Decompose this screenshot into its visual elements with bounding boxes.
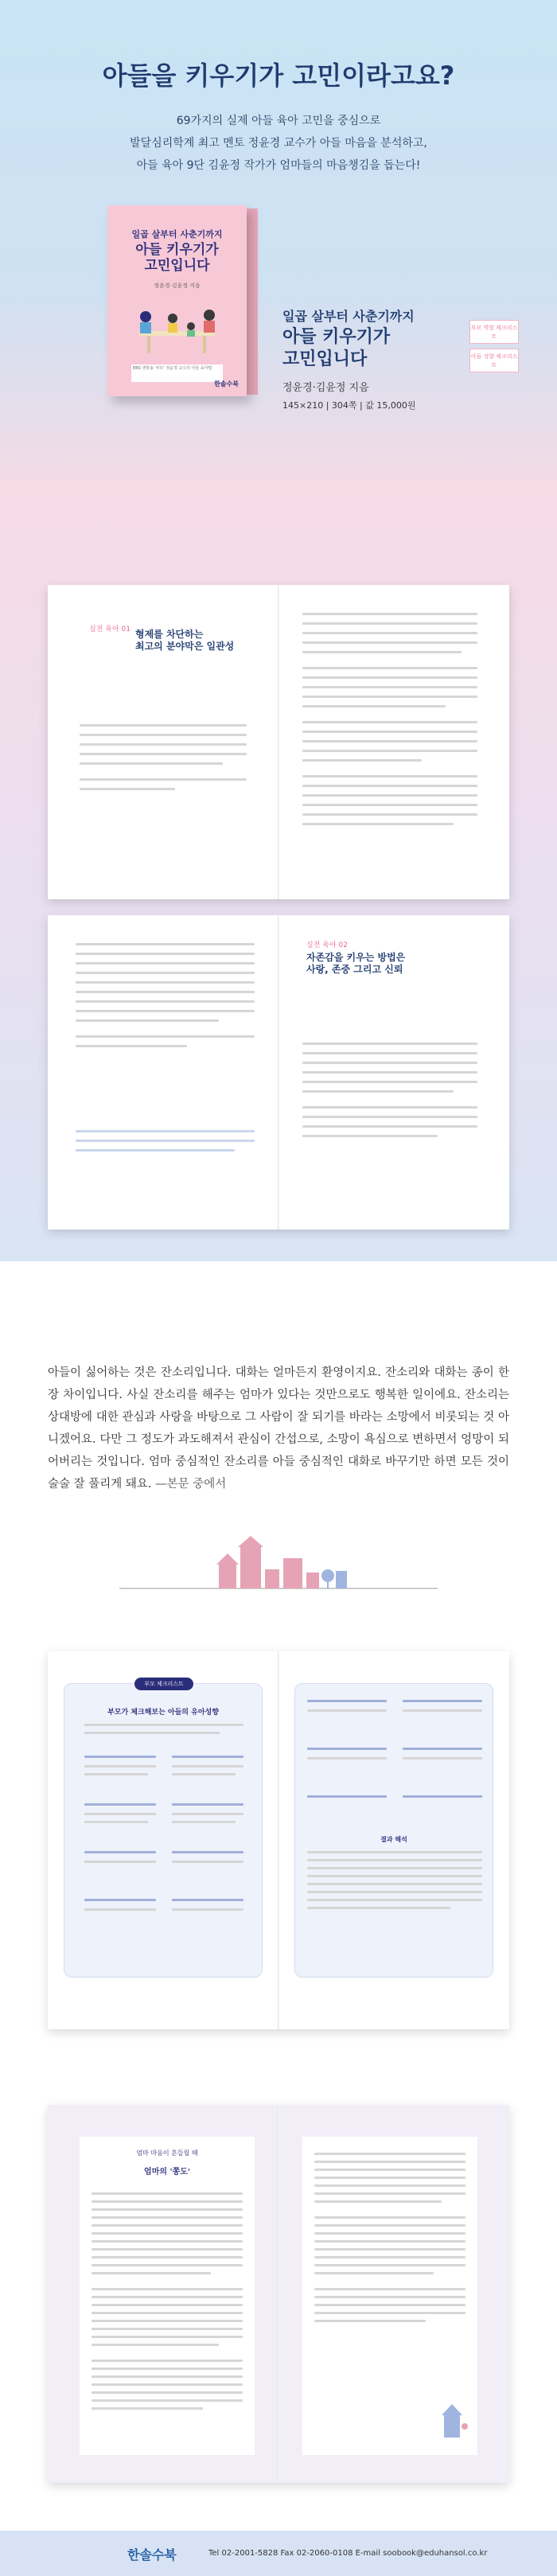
- text-line: [302, 1106, 477, 1109]
- cover-title-line: 아들 키우기가: [135, 242, 219, 258]
- text-line: [92, 2240, 243, 2243]
- essay-tag: 엄마 마음이 흔들릴 때: [136, 2149, 198, 2157]
- info-subtitle: 일곱 살부터 사춘기까지: [282, 309, 415, 324]
- text-line: [92, 2272, 211, 2274]
- publisher-logo: 한솔수북: [214, 380, 239, 388]
- text-line: [76, 981, 255, 984]
- text-line: [92, 2407, 203, 2410]
- text-line: [76, 962, 255, 965]
- text-line: [403, 1795, 482, 1798]
- chapter-title-line: 사랑, 존중 그리고 신뢰: [306, 964, 403, 975]
- info-title-line: 고민입니다: [282, 349, 368, 369]
- hero-headline: 아들을 키우기가 고민이라고요?: [102, 60, 455, 91]
- text-line: [92, 2264, 243, 2266]
- text-line: [76, 1019, 219, 1022]
- text-line: [302, 622, 477, 625]
- chapter-tag: 실전 육아 01: [89, 625, 130, 633]
- text-line: [403, 1700, 482, 1702]
- page-fold: [278, 1651, 279, 2029]
- text-line: [302, 1052, 477, 1054]
- text-line: [172, 1821, 236, 1823]
- page-fold: [278, 585, 279, 899]
- info-spec: 145×210 | 304쪽 | 값 15,000원: [282, 400, 416, 411]
- text-line: [92, 2256, 243, 2258]
- text-line: [84, 1765, 156, 1767]
- text-line: [314, 2224, 465, 2227]
- text-line: [76, 1010, 255, 1012]
- page-spread-4: [48, 2105, 509, 2483]
- text-line: [307, 1875, 482, 1877]
- text-line: [92, 2216, 243, 2219]
- text-line: [302, 804, 477, 806]
- page-spread-1: [48, 585, 509, 899]
- text-line: [314, 2240, 465, 2243]
- text-line: [314, 2248, 465, 2251]
- text-line: [172, 1908, 243, 1911]
- info-title: [282, 326, 473, 371]
- text-line: [76, 991, 255, 993]
- cover-blurb: EBS 생방송 '부모' 정윤경 교수의 아들 육아법: [131, 364, 223, 382]
- excerpt-quote: [48, 1362, 509, 1495]
- text-line: [92, 2224, 243, 2227]
- text-line: [92, 2192, 243, 2195]
- text-line: [314, 2320, 426, 2322]
- text-line: [84, 1756, 156, 1758]
- footer: [0, 2531, 557, 2576]
- town-illustration: [0, 1536, 557, 1592]
- text-line: [302, 632, 477, 634]
- book-cover: [107, 205, 247, 396]
- text-line: [76, 1035, 255, 1038]
- text-line: [80, 788, 175, 790]
- text-line: [302, 686, 477, 688]
- text-line: [302, 813, 477, 816]
- text-line: [307, 1883, 482, 1885]
- text-line: [307, 1899, 482, 1901]
- page-spread-3: [48, 1651, 509, 2029]
- text-line: [403, 1709, 482, 1712]
- family-illustration: [123, 299, 231, 359]
- intro-line: 발달심리학계 최고 멘토 정윤경 교수가 아들 마음을 분석하고,: [130, 137, 427, 150]
- text-line: [84, 1732, 220, 1734]
- text-line: [403, 1748, 482, 1750]
- text-line: [76, 943, 255, 945]
- chapter-title: [135, 629, 234, 653]
- text-line: [92, 2336, 243, 2338]
- text-line: [302, 705, 446, 707]
- text-line: [314, 2153, 465, 2155]
- text-line: [84, 1908, 156, 1911]
- cover-title-line: 고민입니다: [144, 258, 210, 274]
- text-line: [302, 1071, 477, 1074]
- text-line: [314, 2192, 465, 2195]
- text-line: [172, 1813, 243, 1815]
- cover-title: [107, 242, 247, 274]
- cover-subtitle: 일곱 살부터 사춘기까지: [131, 229, 223, 240]
- text-line: [76, 953, 255, 955]
- text-line: [302, 1125, 477, 1128]
- text-line: [314, 2200, 442, 2203]
- text-line: [172, 1899, 243, 1901]
- text-line: [302, 775, 477, 777]
- text-line: [92, 2208, 243, 2211]
- text-line: [302, 759, 422, 762]
- text-line: [92, 2304, 243, 2306]
- text-line: [84, 1773, 148, 1775]
- text-line: [172, 1851, 243, 1853]
- text-line: [307, 1748, 387, 1750]
- text-line: [172, 1773, 236, 1775]
- text-line: [92, 2232, 243, 2235]
- text-line: [92, 2248, 243, 2251]
- info-authors: 정윤경·김윤정 지음: [282, 382, 369, 394]
- text-line: [307, 1859, 482, 1861]
- text-line: [302, 750, 477, 752]
- footer-contact: Tel 02-2001-5828 Fax 02-2060-0108 E-mail soobook@eduhansol.co.kr: [208, 2549, 488, 2558]
- text-line: [314, 2216, 465, 2219]
- page-spread-2: [48, 915, 509, 1230]
- checklist-badge: 부모 역할 체크리스트: [469, 320, 519, 344]
- text-line: [307, 1757, 387, 1760]
- quote-source: —본문 중에서: [155, 1478, 227, 1491]
- text-line: [302, 1062, 477, 1064]
- chapter-tag: 실전 육아 02: [306, 941, 348, 949]
- chapter-title-line: 형제를 차단하는: [135, 629, 204, 640]
- text-line: [92, 2312, 243, 2314]
- text-line: [307, 1891, 482, 1893]
- checklist-badge: 아들 성향 체크리스트: [469, 349, 519, 372]
- text-line: [172, 1756, 243, 1758]
- text-line: [80, 762, 223, 765]
- text-line: [314, 2161, 465, 2163]
- text-line: [302, 651, 462, 653]
- text-line: [80, 734, 247, 736]
- text-line: [84, 1899, 156, 1901]
- text-line: [302, 613, 477, 615]
- checklist-title: 부모가 체크해보는 아들의 유아성향: [107, 1709, 219, 1717]
- text-line: [314, 2177, 465, 2179]
- text-line: [80, 743, 247, 746]
- publisher-logo: 한솔수북: [127, 2547, 177, 2562]
- page-fold: [278, 915, 279, 1230]
- chapter-title-line: 자존감을 키우는 방법은: [306, 952, 406, 963]
- chapter-title-line: 최고의 분야막은 일관성: [135, 641, 235, 652]
- essay-title: 엄마의 '쫑도': [144, 2168, 190, 2177]
- text-line: [172, 1765, 243, 1767]
- text-line: [84, 1861, 156, 1863]
- text-line: [302, 1042, 477, 1045]
- text-line: [80, 753, 247, 755]
- text-line: [302, 1135, 438, 1137]
- text-line: [302, 785, 477, 787]
- chapter-title: [306, 952, 405, 976]
- text-line: [76, 1130, 255, 1132]
- text-line: [314, 2312, 465, 2314]
- text-line: [314, 2256, 465, 2258]
- text-line: [76, 1000, 255, 1003]
- text-line: [84, 1724, 243, 1726]
- text-line: [302, 667, 477, 669]
- text-line: [302, 721, 477, 723]
- text-line: [302, 794, 477, 797]
- essay-page: [80, 2137, 255, 2455]
- result-panel: [294, 1683, 493, 1978]
- text-line: [307, 1709, 387, 1712]
- text-line: [92, 2288, 243, 2290]
- hero-intro: [0, 110, 557, 177]
- text-line: [80, 724, 247, 727]
- text-line: [302, 676, 477, 679]
- text-line: [92, 2375, 243, 2378]
- intro-line: 69가지의 실제 아들 육아 고민을 중심으로: [176, 115, 381, 127]
- text-line: [302, 740, 477, 742]
- text-line: [302, 1116, 477, 1118]
- text-line: [84, 1851, 156, 1853]
- text-line: [92, 2320, 243, 2322]
- text-line: [302, 1090, 454, 1093]
- text-line: [307, 1795, 387, 1798]
- text-line: [92, 2383, 243, 2386]
- text-line: [92, 2344, 219, 2346]
- text-line: [76, 1140, 255, 1142]
- book-spine: [247, 208, 258, 395]
- text-line: [172, 1803, 243, 1806]
- text-line: [92, 2296, 243, 2298]
- text-line: [76, 1045, 187, 1047]
- text-line: [314, 2296, 465, 2298]
- text-line: [84, 1813, 156, 1815]
- text-line: [307, 1867, 482, 1869]
- page-fold: [278, 2105, 279, 2483]
- text-line: [314, 2169, 465, 2171]
- text-line: [92, 2328, 243, 2330]
- text-line: [92, 2368, 243, 2370]
- text-line: [302, 696, 477, 698]
- text-line: [314, 2184, 465, 2187]
- info-title-line: 아들 키우기가: [282, 327, 391, 347]
- text-line: [314, 2272, 434, 2274]
- text-line: [403, 1757, 482, 1760]
- text-line: [92, 2399, 243, 2402]
- text-line: [92, 2360, 243, 2362]
- text-line: [80, 778, 247, 781]
- text-line: [92, 2391, 243, 2394]
- essay-page: [302, 2137, 477, 2455]
- text-line: [314, 2288, 465, 2290]
- checklist-tag: 부모 체크리스트: [134, 1678, 193, 1690]
- text-line: [76, 972, 255, 974]
- text-line: [307, 1700, 387, 1702]
- text-line: [302, 823, 454, 825]
- text-line: [302, 641, 477, 644]
- text-line: [84, 1803, 156, 1806]
- cover-authors: 정윤경·김윤정 지음: [154, 283, 201, 289]
- result-title: 결과 해석: [380, 1836, 407, 1843]
- text-line: [307, 1851, 482, 1853]
- text-line: [302, 731, 477, 733]
- text-line: [172, 1861, 243, 1863]
- text-line: [302, 1081, 477, 1083]
- quote-text: 아들이 싫어하는 것은 잔소리입니다. 대화는 얼마든지 환영이지요. 잔소리와 대화는 종이 한 장 차이입니다. 사실 잔소리를 해주는 엄마가 있다는 것만으로도 행복한 일이에요. 잔소리는 상대방에 대한 관심과 사랑을 바탕으로 그 사람이 잘 되기를 바라는 소망에서 비롯되는 것 아니겠어요. 다만 그 정도가 과도해져서 관심이 간섭으로, 소망이 욕심으로 변하면서 엉망이 되어버리는 것입니다. 엄마 중심적인 잔소리를 아들 중심적인 대화로 바꾸기만 하면 모든 것이 술술 잘 풀리게 돼요.: [48, 1366, 509, 1491]
- book-info: [282, 306, 473, 411]
- text-line: [92, 2200, 243, 2203]
- text-line: [76, 1149, 235, 1152]
- text-line: [314, 2232, 465, 2235]
- house-illustration: [438, 2399, 469, 2439]
- checklist-panel: [64, 1683, 263, 1978]
- intro-line: 아들 육아 9단 김윤정 작가가 엄마들의 마음챙김을 돕는다!: [136, 159, 421, 172]
- text-line: [84, 1821, 148, 1823]
- text-line: [307, 1907, 450, 1909]
- text-line: [314, 2304, 465, 2306]
- text-line: [314, 2264, 465, 2266]
